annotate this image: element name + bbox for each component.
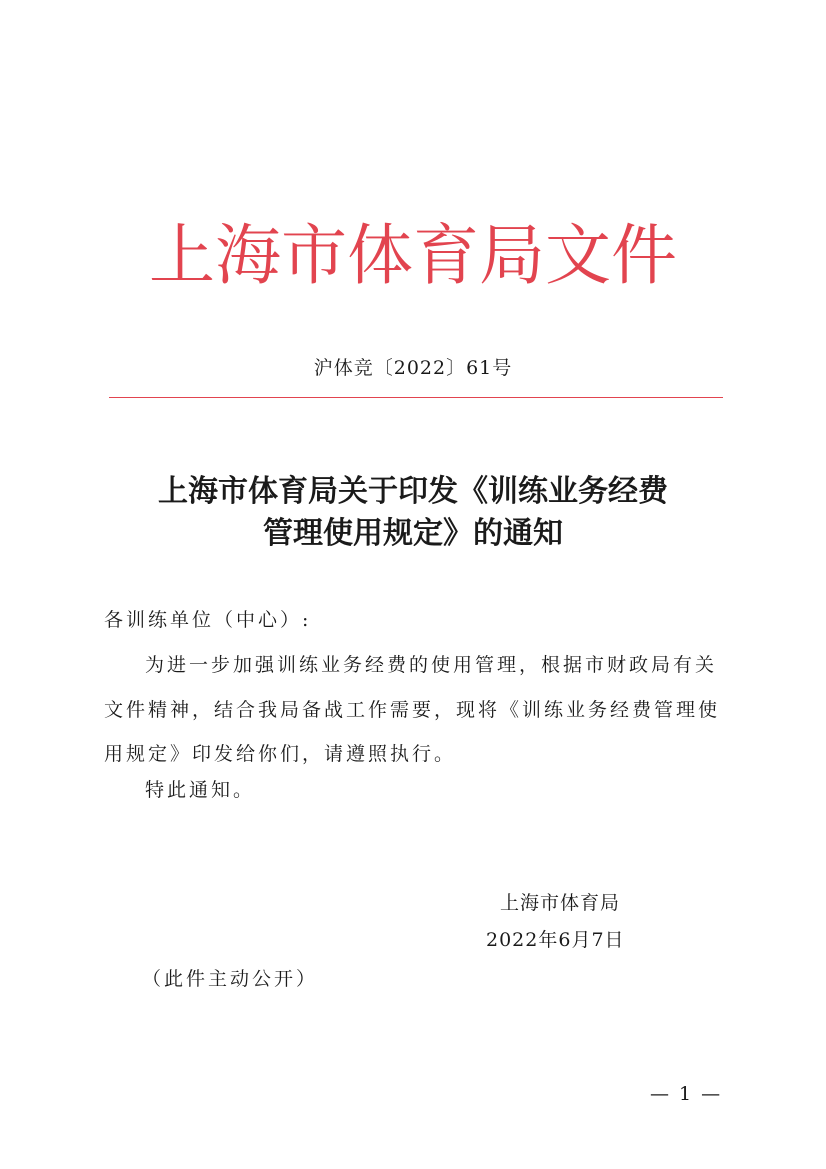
notice-title-line-2: 管理使用规定》的通知 [263, 516, 563, 551]
header-red-divider [109, 397, 723, 398]
notice-title-line-1: 上海市体育局关于印发《训练业务经费 [158, 474, 668, 509]
disclosure-note: （此件主动公开） [142, 968, 319, 990]
signature-organization: 上海市体育局 [500, 892, 621, 914]
document-number: 沪体竞〔2022〕61号 [313, 357, 513, 379]
document-header-title: 上海市体育局文件 [149, 217, 677, 294]
page-number: — 1 — [650, 1083, 723, 1105]
addressee: 各训练单位（中心）: [104, 609, 312, 631]
signature-date: 2022年6月7日 [486, 929, 625, 951]
paragraph-line-1: 为进一步加强训练业务经费的使用管理，根据市财政局有关 [145, 654, 718, 676]
paragraph-line-2: 文件精神，结合我局备战工作需要，现将《训练业务经费管理使 [104, 699, 721, 721]
paragraph-line-3: 用规定》印发给你们，请遵照执行。 [104, 743, 457, 765]
closing-remark: 特此通知。 [145, 779, 256, 801]
